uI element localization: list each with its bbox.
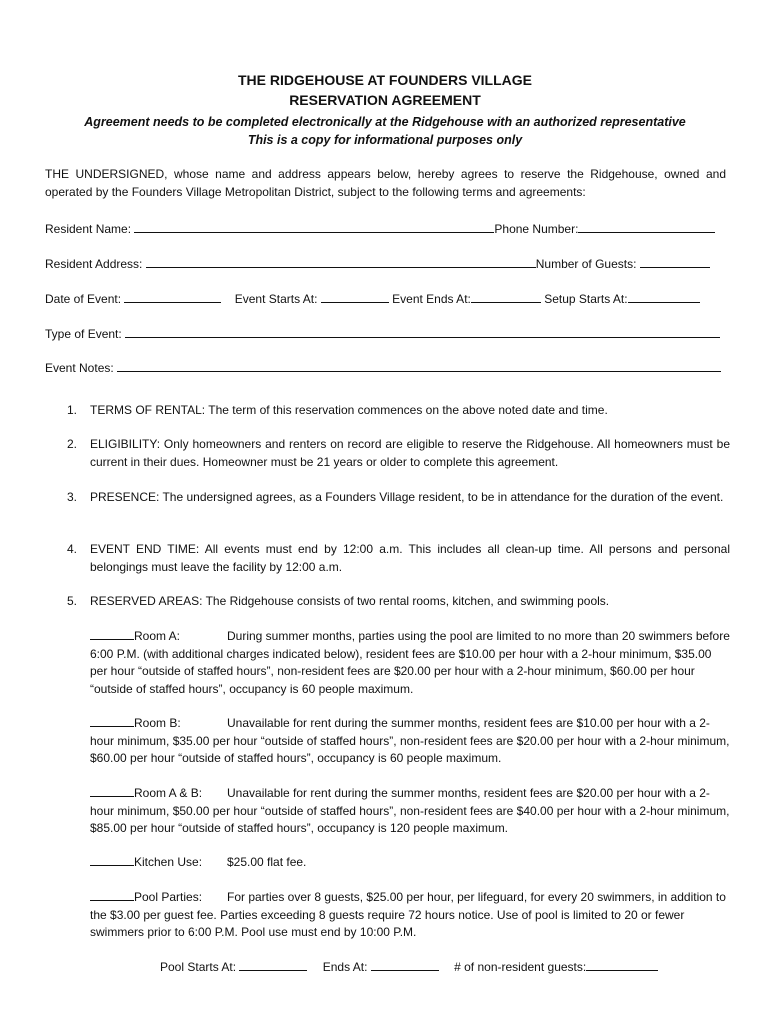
room-a-text: During summer months, parties using the pool are limited to no more than 20 swimmers before 6:00 P.M. (with additional charges indicated below), resident fees are $10.00 per hour with a 2-hour minimum, $35.00 per hour “outside of staffed hours”, non-resident fees are $20.00 per hour with a 2-hour minimum, $60.00 per hour “outside of staffed hours”, occupancy is 60 people maximum. [90,629,730,696]
phone-number-field[interactable] [578,220,715,233]
term-2-number: 2. [67,437,78,451]
room-a-b-label: Room A & B: [134,786,203,800]
room-a-b-text: Unavailable for rent during the summer months, resident fees are $20.00 per hour with a 2-hour minimum, $50.00 per hour “outside of staffed hours”, non-resident fees are $40.00 per hour with a 2-hour minimum, $85.00 per hour “outside of staffed hours”, occupancy is 120 people maximum. [90,786,730,835]
title-line-2: RESERVATION AGREEMENT [289,92,481,108]
type-of-event-label: Type of Event: [45,327,122,341]
pool-ends-at-field[interactable] [371,958,439,971]
document-title [0,70,770,110]
room-a-b-checkbox-line[interactable] [90,784,134,797]
term-2-text: ELIGIBILITY: Only homeowners and renters on record are eligible to reserve the Ridgehouse. All homeowners must be current in their dues. Homeowner must be 21 years or older to complete this agreement. [90,437,730,469]
event-ends-at-field[interactable] [471,290,541,303]
room-a-label: Room A: [134,629,181,643]
number-of-guests-label: Number of Guests: [535,257,637,271]
term-3-number: 3. [67,490,78,504]
notice-line-1: Agreement needs to be completed electronically at the Ridgehouse with an authorized representative [84,115,686,129]
room-a-checkbox-line[interactable] [90,627,134,640]
room-b-text: Unavailable for rent during the summer months, resident fees are $10.00 per hour with a 2-hour minimum, $35.00 per hour “outside of staffed hours”, non-resident fees are $20.00 per hour with a 2-hour minimum, $60.00 per hour “outside of staffed hours”, occupancy is 60 people maximum. [90,716,730,765]
pool-starts-at-label: Pool Starts At: [160,960,237,974]
area-kitchen [90,853,730,872]
number-of-guests-field[interactable] [640,255,710,268]
date-of-event-field[interactable] [124,290,221,303]
intro-paragraph: THE UNDERSIGNED, whose name and address appears below, hereby agrees to reserve the Ridgehouse, owned and operated by the Founders Village Metropolitan District, subject to the following terms and agreements: [45,167,726,199]
event-times-row [45,290,726,307]
non-resident-guests-label: # of non-resident guests: [454,960,587,974]
kitchen-label: Kitchen Use: [134,855,203,869]
type-of-event-field[interactable] [125,325,720,338]
notice-line-2: This is a copy for informational purposes only [247,133,523,147]
resident-name-row [45,220,726,237]
event-starts-at-field[interactable] [321,290,389,303]
pool-footer-row [160,958,658,975]
resident-name-field[interactable] [134,220,494,233]
setup-starts-at-label: Setup Starts At: [544,292,628,306]
type-of-event-row [45,325,726,342]
kitchen-text: $25.00 flat fee. [227,855,307,869]
area-room-b [90,714,730,768]
resident-name-label: Resident Name: [45,222,132,236]
resident-address-field[interactable] [146,255,536,268]
resident-address-label: Resident Address: [45,257,143,271]
setup-starts-at-field[interactable] [628,290,700,303]
room-b-label: Room B: [134,716,181,730]
term-4-number: 4. [67,542,78,556]
event-starts-at-label: Event Starts At: [234,292,318,306]
pool-ends-at-label: Ends At: [322,960,368,974]
area-room-a-b [90,784,730,838]
date-of-event-label: Date of Event: [45,292,122,306]
event-notes-field[interactable] [117,359,721,372]
event-notes-label: Event Notes: [45,361,114,375]
term-5-text: RESERVED AREAS: The Ridgehouse consists of two rental rooms, kitchen, and swimming pools. [90,594,610,608]
room-b-checkbox-line[interactable] [90,714,134,727]
area-room-a [90,627,730,698]
pool-parties-checkbox-line[interactable] [90,888,134,901]
resident-address-row [45,255,726,272]
pool-parties-label: Pool Parties: [134,890,203,904]
term-1-number: 1. [67,403,78,417]
electronic-notice [0,113,770,149]
title-line-1: THE RIDGEHOUSE AT FOUNDERS VILLAGE [237,72,532,88]
kitchen-checkbox-line[interactable] [90,853,134,866]
pool-parties-text: For parties over 8 guests, $25.00 per hour, per lifeguard, for every 20 swimmers, in addition to the $3.00 per guest fee. Parties exceeding 8 guests require 72 hours notice. Use of pool is limited to 20 or fewer swimmers prior to 6:00 P.M. Pool use must end by 10:00 P.M. [90,890,726,939]
event-ends-at-label: Event Ends At: [392,292,471,306]
area-pool-parties [90,888,730,942]
term-1-text: TERMS OF RENTAL: The term of this reservation commences on the above noted date and time. [90,403,608,417]
term-4-text: EVENT END TIME: All events must end by 12:00 a.m. This includes all clean-up time. All persons and personal belongings must leave the facility by 12:00 a.m. [90,542,730,574]
non-resident-guests-field[interactable] [586,958,658,971]
term-3-text: PRESENCE: The undersigned agrees, as a Founders Village resident, to be in attendance for the duration of the event. [90,490,724,504]
pool-starts-at-field[interactable] [239,958,307,971]
event-notes-row [45,359,726,376]
term-5-number: 5. [67,594,78,608]
phone-number-label: Phone Number: [494,222,579,236]
